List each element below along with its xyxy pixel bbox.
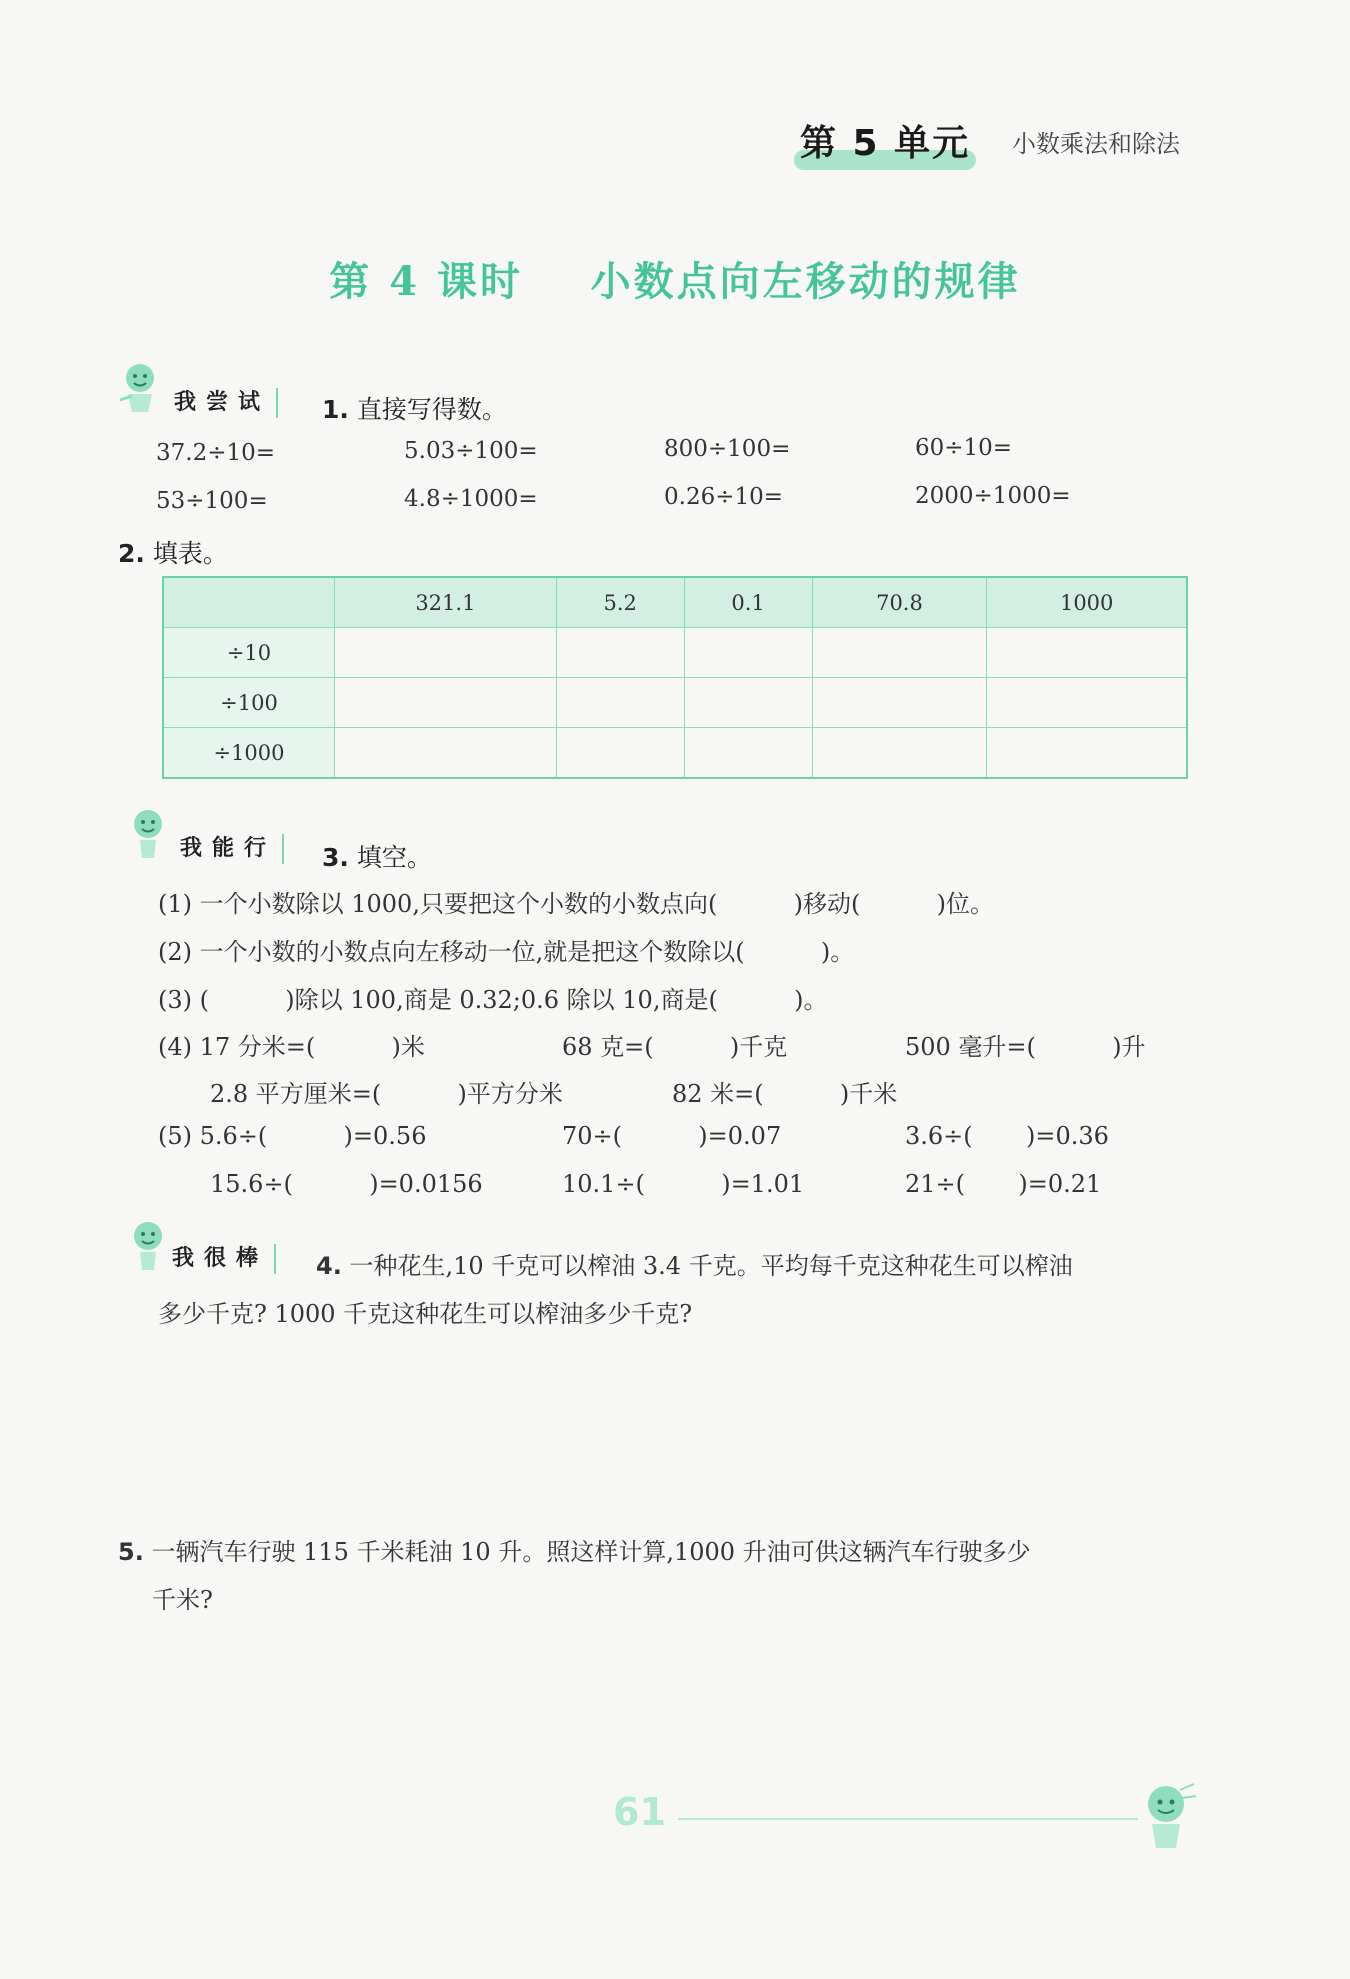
expr-6: 4.8÷1000=	[404, 486, 538, 512]
fill-line-5f: 21÷( )=0.21	[905, 1170, 1102, 1198]
fill-line-5c: 3.6÷( )=0.36	[905, 1122, 1109, 1150]
expr-5: 53÷100=	[156, 488, 268, 514]
question-2-number: 2.	[118, 539, 145, 568]
table-header-cell: 5.2	[556, 577, 684, 628]
table-answer-cell[interactable]	[335, 728, 557, 779]
question-5-number: 5.	[118, 1538, 144, 1566]
question-3-text: 填空。	[356, 843, 432, 872]
question-2-text: 填表。	[152, 539, 228, 568]
table-row	[163, 728, 1187, 779]
question-1-number: 1.	[322, 395, 349, 424]
table-answer-cell[interactable]	[684, 628, 812, 678]
table-header-cell	[163, 577, 335, 628]
table-header-cell: 321.1	[335, 577, 557, 628]
mascot-icon	[118, 360, 162, 414]
table-header-row	[163, 577, 1187, 628]
footer-rule	[678, 1818, 1138, 1820]
badge-can-do: 我能行	[180, 834, 284, 864]
table-row-label: ÷10	[163, 628, 335, 678]
mascot-icon	[1134, 1780, 1200, 1852]
question-3-number: 3.	[322, 843, 349, 872]
fill-line-5e: 10.1÷( )=1.01	[562, 1170, 805, 1198]
fill-line-1: (1) 一个小数除以 1000,只要把这个小数的小数点向( )移动( )位。	[158, 890, 994, 918]
fill-line-5a: (5) 5.6÷( )=0.56	[158, 1122, 427, 1150]
expr-2: 5.03÷100=	[404, 438, 538, 464]
badge-great: 我很棒	[172, 1244, 276, 1274]
table-answer-cell[interactable]	[556, 678, 684, 728]
table-answer-cell[interactable]	[335, 628, 557, 678]
table-row-label: ÷100	[163, 678, 335, 728]
fill-line-5b: 70÷( )=0.07	[562, 1122, 782, 1150]
table-answer-cell[interactable]	[684, 678, 812, 728]
fill-line-4c: 500 毫升=( )升	[905, 1033, 1146, 1061]
expr-7: 0.26÷10=	[664, 484, 784, 510]
badge-try: 我尝试	[174, 388, 278, 418]
question-5-line-2: 千米?	[152, 1586, 213, 1614]
table-row	[163, 628, 1187, 678]
table-answer-cell[interactable]	[556, 628, 684, 678]
question-5-line-1	[118, 1532, 1031, 1567]
question-4-line-1	[316, 1246, 1073, 1281]
page-number: 61	[613, 1790, 666, 1834]
table-header-cell: 1000	[987, 577, 1187, 628]
fill-line-4a: (4) 17 分米=( )米	[158, 1033, 425, 1061]
table-header-cell: 0.1	[684, 577, 812, 628]
fill-line-2: (2) 一个小数的小数点向左移动一位,就是把这个数除以( )。	[158, 938, 855, 966]
question-4-number: 4.	[316, 1252, 342, 1280]
table-row	[163, 678, 1187, 728]
unit-title	[800, 115, 970, 166]
lesson-title: 第 4 课时 小数点向左移动的规律	[329, 258, 1021, 305]
question-2	[118, 534, 228, 570]
table-answer-cell[interactable]	[987, 728, 1187, 779]
question-3	[322, 838, 432, 874]
table-answer-cell[interactable]	[812, 678, 987, 728]
table-answer-cell[interactable]	[812, 728, 987, 779]
table-answer-cell[interactable]	[812, 628, 987, 678]
expr-3: 800÷100=	[664, 436, 791, 462]
fill-line-4d: 2.8 平方厘米=( )平方分米	[210, 1080, 563, 1108]
table-row-label: ÷1000	[163, 728, 335, 779]
unit-subtitle: 小数乘法和除法	[1012, 130, 1180, 158]
fill-line-5d: 15.6÷( )=0.0156	[210, 1170, 483, 1198]
question-4-line-2: 多少千克? 1000 千克这种花生可以榨油多少千克?	[158, 1300, 693, 1328]
question-1-text: 直接写得数。	[356, 395, 507, 424]
fill-table	[162, 576, 1188, 779]
table-answer-cell[interactable]	[335, 678, 557, 728]
expr-4: 60÷10=	[915, 435, 1013, 461]
question-4-text-1: 一种花生,10 千克可以榨油 3.4 千克。平均每千克这种花生可以榨油	[349, 1252, 1073, 1280]
table-answer-cell[interactable]	[556, 728, 684, 779]
expr-1: 37.2÷10=	[156, 440, 276, 466]
fill-line-4b: 68 克=( )千克	[562, 1033, 788, 1061]
question-1	[322, 390, 507, 426]
mascot-icon	[126, 806, 170, 860]
fill-line-4e: 82 米=( )千米	[672, 1080, 898, 1108]
table-header-cell: 70.8	[812, 577, 987, 628]
unit-title-text: 第 5 单元	[800, 123, 971, 164]
fill-line-3: (3) ( )除以 100,商是 0.32;0.6 除以 10,商是( )。	[158, 986, 828, 1014]
table-answer-cell[interactable]	[987, 628, 1187, 678]
question-5-text-1: 一辆汽车行驶 115 千米耗油 10 升。照这样计算,1000 升油可供这辆汽车行驶多少	[151, 1538, 1031, 1566]
table-answer-cell[interactable]	[684, 728, 812, 779]
expr-8: 2000÷1000=	[915, 483, 1071, 509]
mascot-icon	[126, 1218, 170, 1272]
table-answer-cell[interactable]	[987, 678, 1187, 728]
